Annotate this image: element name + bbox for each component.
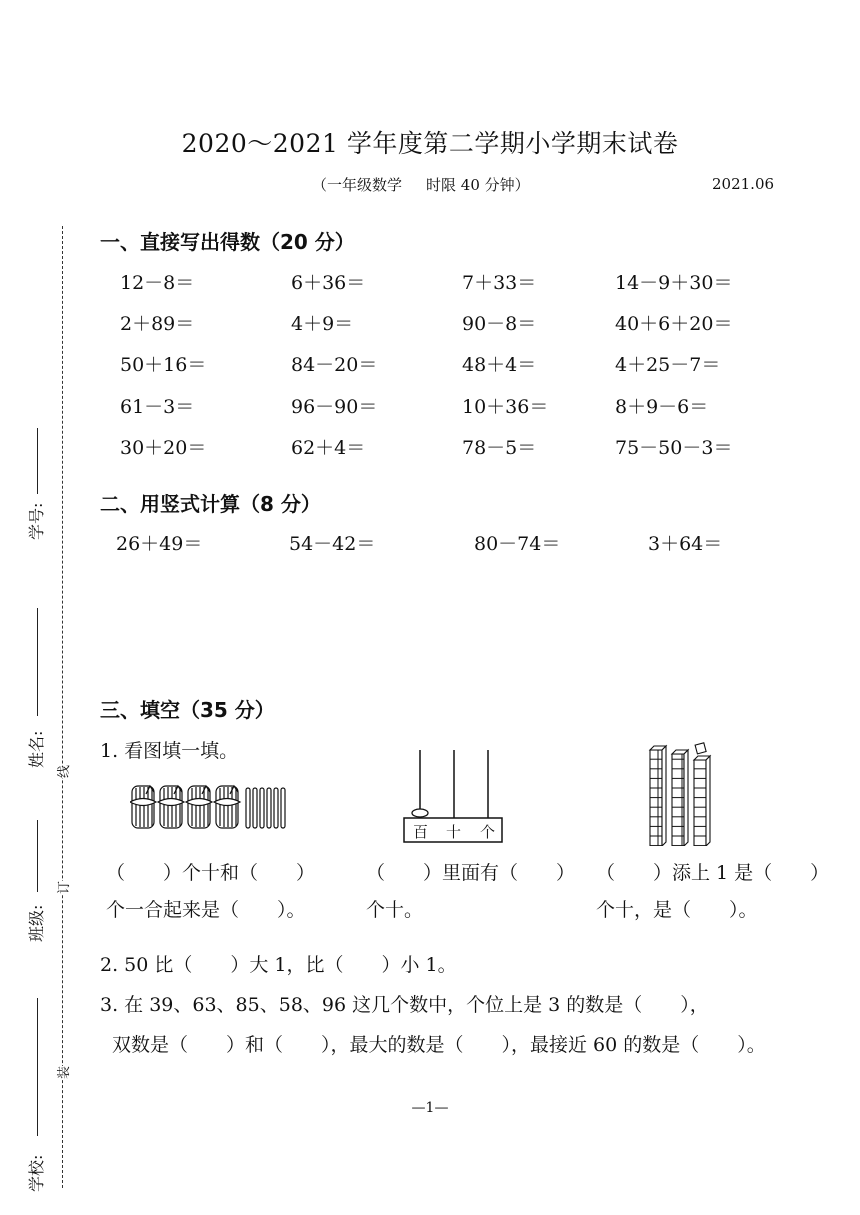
name-blank[interactable] <box>37 608 38 716</box>
section2-heading: 二、用竖式计算（8 分） <box>100 492 321 516</box>
abacus-label-hundreds: 百 <box>413 823 429 841</box>
q2-text: 2. 50 比（ ）大 1，比（ ）小 1。 <box>100 954 457 976</box>
vertical-calc-item: 3＋64＝ <box>648 533 723 555</box>
ten-rod <box>650 750 662 846</box>
binding-char-xian: 线 <box>53 765 72 778</box>
pic3-caption-line2: 个十，是（ ）。 <box>596 899 758 921</box>
exam-date: 2021.06 <box>712 175 775 193</box>
q3-text-line2: 双数是（ ）和（ ），最大的数是（ ），最接近 60 的数是（ ）。 <box>112 1034 766 1056</box>
pic2-caption-line1: （ ）里面有（ ） <box>366 862 576 884</box>
oral-calc-item: 61－3＝ <box>120 396 195 418</box>
class-label: 班级: <box>27 904 46 942</box>
pic3-caption-line1: （ ）添上 1 是（ ） <box>596 862 830 884</box>
student-id-label: 学号: <box>27 502 46 540</box>
subtitle-grade: （一年级数学 <box>312 176 403 194</box>
subtitle-time: 时限 40 分钟） <box>426 176 530 194</box>
vertical-calc-item: 54－42＝ <box>289 533 376 555</box>
abacus-label-ones: 个 <box>480 823 496 841</box>
oral-calc-item: 4＋25－7＝ <box>615 354 721 376</box>
oral-calc-item: 48＋4＝ <box>462 354 537 376</box>
oral-calc-item: 8＋9－6＝ <box>615 396 709 418</box>
oral-calc-item: 6＋36＝ <box>291 272 366 294</box>
oral-calc-item: 62＋4＝ <box>291 437 366 459</box>
binding-char-ding: 订 <box>53 881 72 894</box>
oral-calc-item: 96－90＝ <box>291 396 378 418</box>
class-blank[interactable] <box>37 820 38 892</box>
vertical-calc-item: 80－74＝ <box>474 533 561 555</box>
pic1-caption-line2: 个一合起来是（ ）。 <box>106 899 306 921</box>
oral-calc-item: 40＋6＋20＝ <box>615 313 733 335</box>
oral-calc-item: 84－20＝ <box>291 354 378 376</box>
name-label: 姓名: <box>27 730 46 768</box>
ten-rod <box>694 760 706 846</box>
subtitle <box>312 174 530 195</box>
abacus-illustration <box>402 748 506 846</box>
abacus-label-tens: 十 <box>446 823 462 841</box>
oral-calc-item: 30＋20＝ <box>120 437 207 459</box>
pic1-caption-line1: （ ）个十和（ ） <box>106 862 316 884</box>
oral-calc-item: 2＋89＝ <box>120 313 195 335</box>
base-ten-rods-illustration <box>646 740 716 846</box>
oral-calc-item: 78－5＝ <box>462 437 537 459</box>
student-id-blank[interactable] <box>37 428 38 494</box>
oral-calc-item: 10＋36＝ <box>462 396 549 418</box>
ten-rod <box>672 754 684 846</box>
oral-calc-item: 90－8＝ <box>462 313 537 335</box>
oral-calc-item: 50＋16＝ <box>120 354 207 376</box>
section1-heading: 一、直接写出得数（20 分） <box>100 230 355 254</box>
school-label: 学校: <box>27 1154 46 1192</box>
page-number: —1— <box>411 1100 449 1116</box>
oral-calc-item: 7＋33＝ <box>462 272 537 294</box>
binding-char-zhuang: 装 <box>53 1066 72 1079</box>
oral-calc-item: 12－8＝ <box>120 272 195 294</box>
abacus-bead <box>412 809 428 817</box>
oral-calc-item: 75－50－3＝ <box>615 437 733 459</box>
unit-cube <box>695 743 706 754</box>
oral-calc-item: 14－9＋30＝ <box>615 272 733 294</box>
page-title: 2020～2021 学年度第二学期小学期末试卷 <box>181 129 679 158</box>
oral-calc-item: 4＋9＝ <box>291 313 354 335</box>
q1-label: 1. 看图填一填。 <box>100 740 239 762</box>
q3-text-line1: 3. 在 39、63、85、58、96 这几个数中，个位上是 3 的数是（ ）， <box>100 994 709 1016</box>
stick-bundle <box>130 786 156 828</box>
section3-heading: 三、填空（35 分） <box>100 698 275 722</box>
pic2-caption-line2: 个十。 <box>366 899 424 921</box>
stick-bundles-illustration <box>130 780 290 832</box>
binding-dashed-line <box>62 226 63 1188</box>
vertical-calc-item: 26＋49＝ <box>116 533 203 555</box>
